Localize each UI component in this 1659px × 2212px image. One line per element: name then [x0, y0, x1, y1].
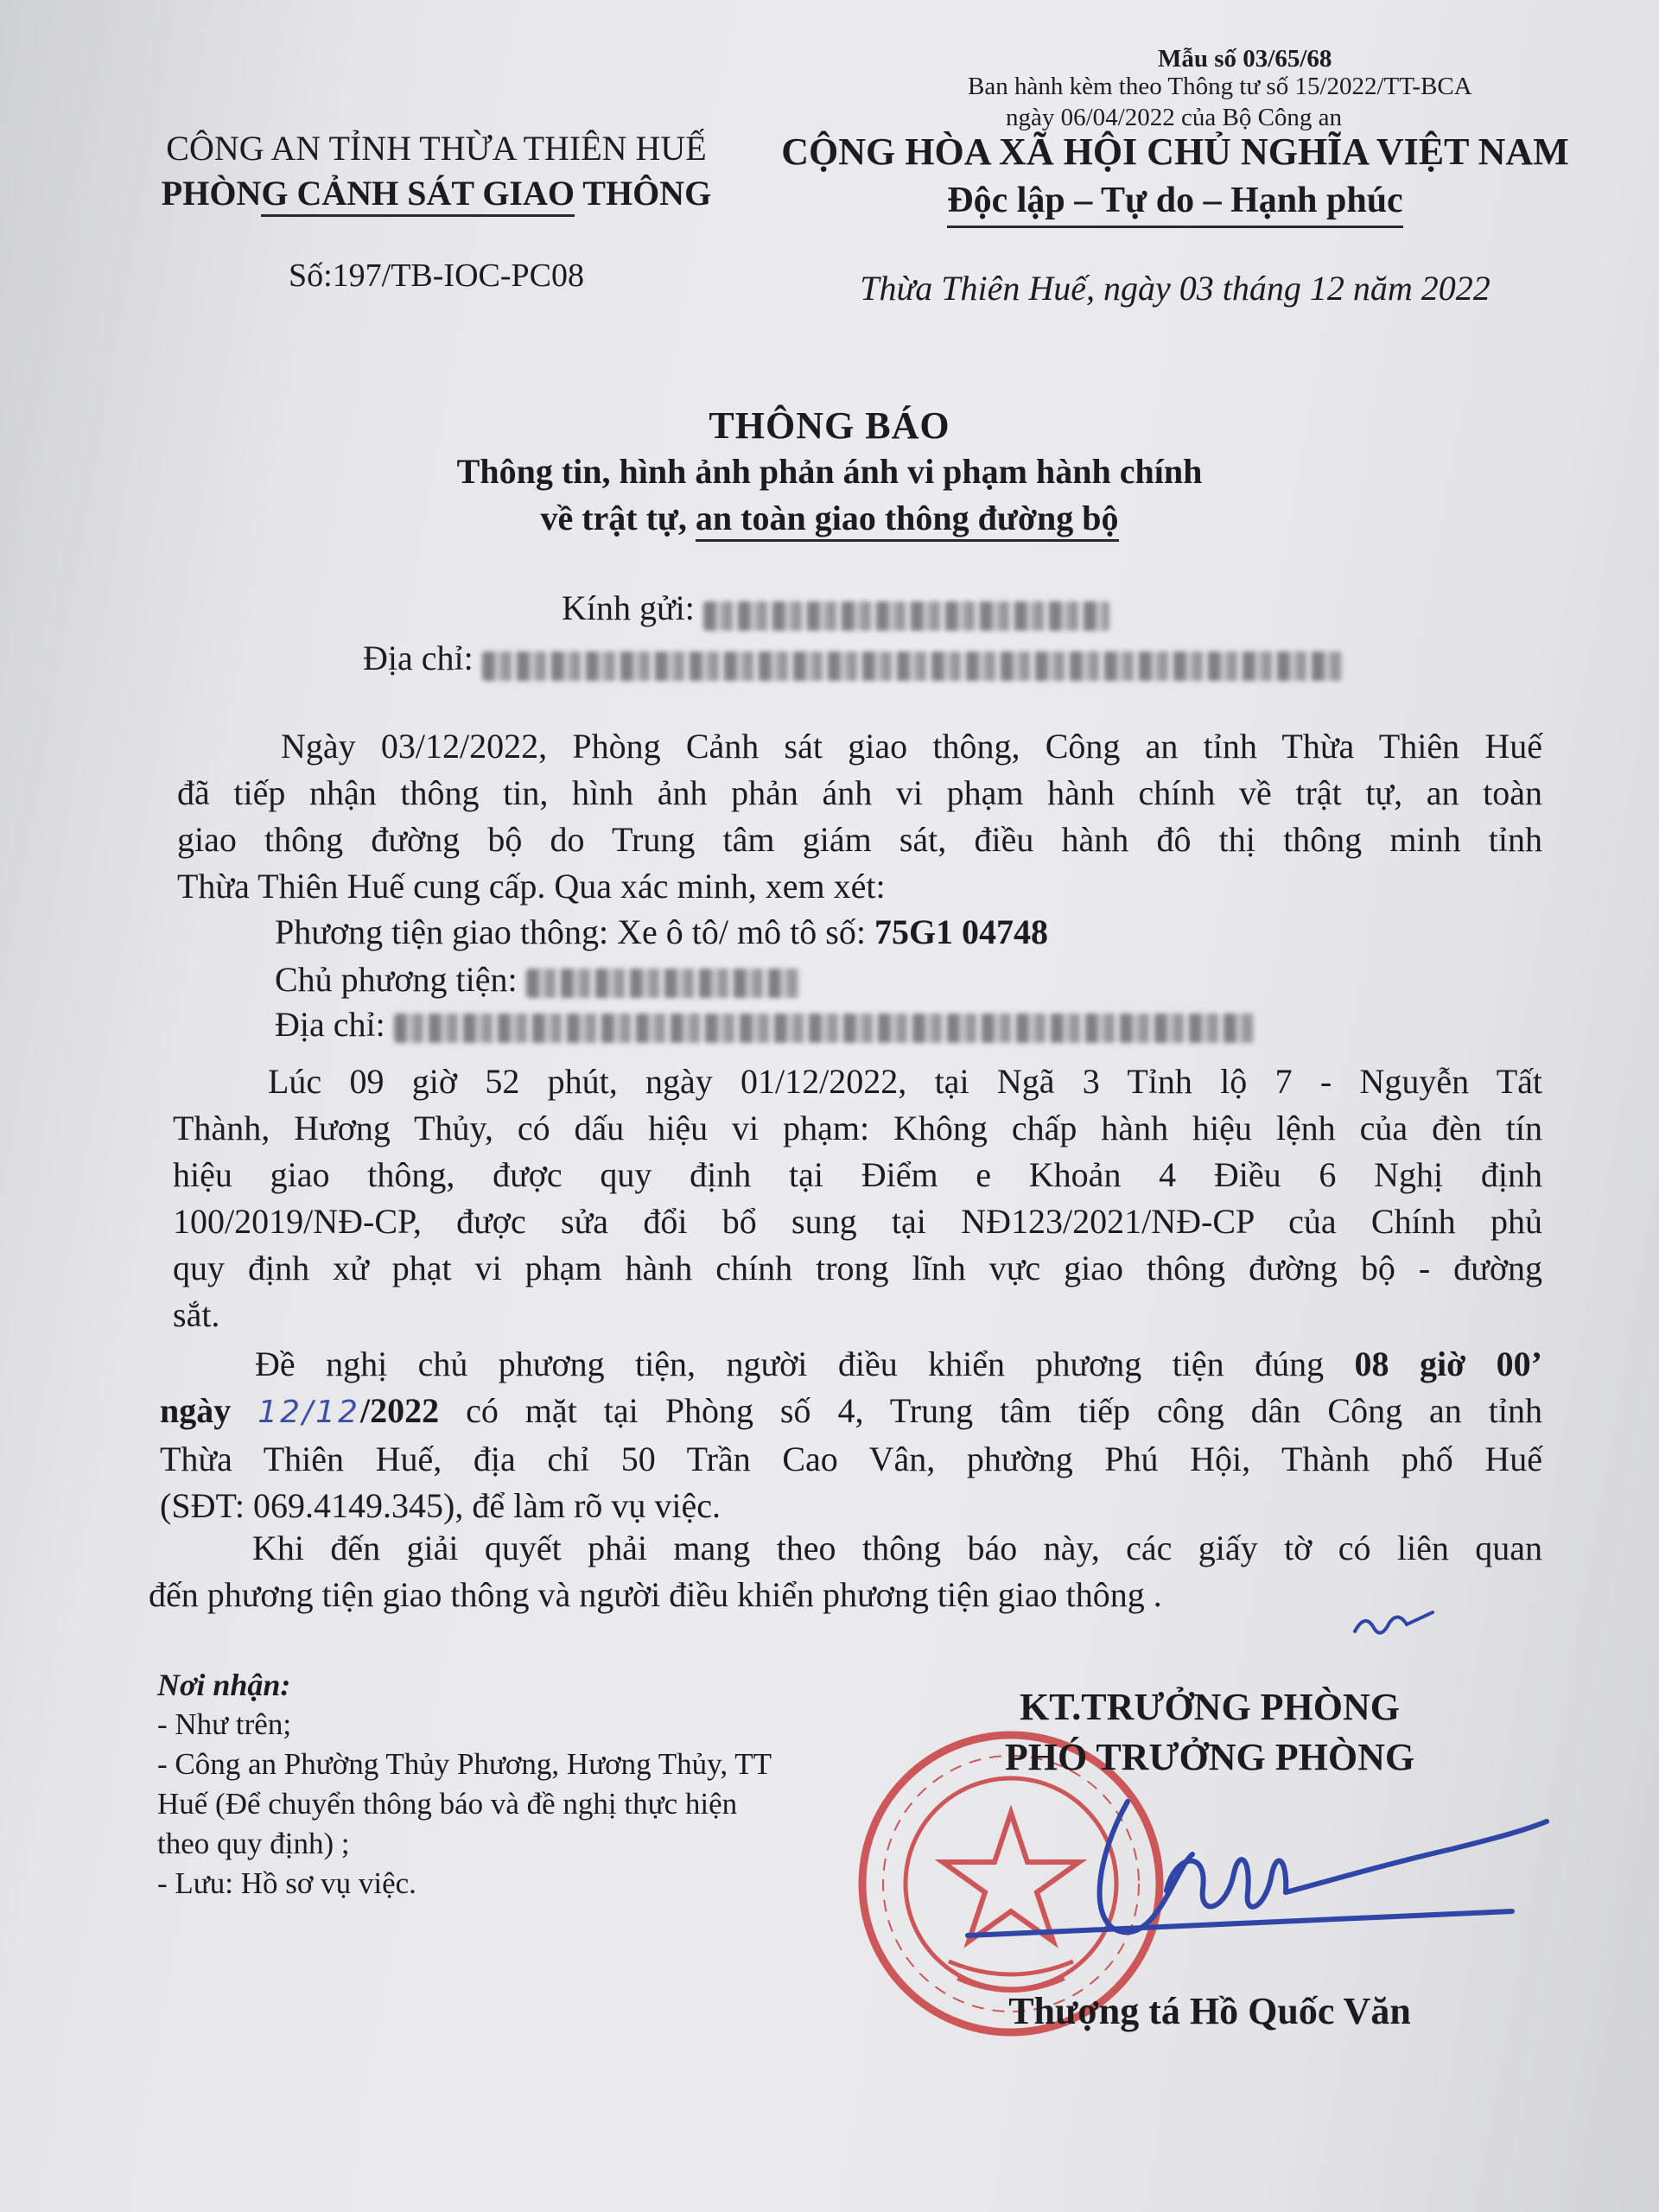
- paragraph-line: Thành, Hương Thủy, có dấu hiệu vi phạm: Không chấp hành hiệu lệnh của đèn tín: [173, 1109, 1542, 1147]
- signature-icon: [968, 1802, 1547, 1936]
- paragraph-line: Thừa Thiên Huế, địa chỉ 50 Trần Cao Vân, phường Phú Hội, Thành phố Huế: [160, 1440, 1542, 1478]
- summons-day-label: ngày: [160, 1391, 258, 1430]
- owner-address-label: Địa chỉ:: [275, 1005, 385, 1044]
- paragraph-line: đã tiếp nhận thông tin, hình ảnh phản ánh vi phạm hành chính về trật tự, an toàn: [177, 773, 1542, 812]
- paragraph-line: hiệu giao thông, được quy định tại Điểm e Khoản 4 Điều 6 Nghị định: [173, 1155, 1542, 1194]
- form-issuance-date-line: ngày 06/04/2022 của Bộ Công an: [1006, 104, 1343, 131]
- paragraph-line: 100/2019/NĐ-CP, được sửa đổi bổ sung tại NĐ123/2021/NĐ-CP của Chính phủ: [173, 1202, 1542, 1241]
- issue-date: Thừa Thiên Huế, ngày 03 tháng 12 năm 2022: [860, 269, 1491, 308]
- summons-text: Đề nghị chủ phương tiện, người điều khiển phương tiện đúng: [255, 1344, 1355, 1383]
- recipient-address-label: Địa chỉ:: [363, 639, 474, 677]
- recipient-label: Kính gửi:: [562, 588, 695, 627]
- recipient-item: - Lưu: Hồ sơ vụ việc.: [157, 1866, 416, 1900]
- form-number: Mẫu số 03/65/68: [1158, 45, 1332, 73]
- paragraph-line: (SĐT: 069.4149.345), để làm rõ vụ việc.: [160, 1486, 721, 1525]
- paragraph-line: Thừa Thiên Huế cung cấp. Qua xác minh, xem xét:: [177, 867, 886, 906]
- paragraph-line: quy định xử phạt vi phạm hành chính trong lĩnh vực giao thông đường bộ - đường: [173, 1249, 1542, 1287]
- recipient-item: - Như trên;: [157, 1707, 292, 1741]
- summons-time: 08 giờ 00’: [1354, 1344, 1542, 1383]
- vehicle-label: Phương tiện giao thông: Xe ô tô/ mô tô số:: [275, 912, 874, 951]
- issuing-unit-underlined: G CẢNH SÁT GIAO: [261, 174, 575, 217]
- paragraph-line: sắt.: [173, 1295, 220, 1334]
- paragraph-line: đến phương tiện giao thông và người điều khiển phương tiện giao thông .: [149, 1575, 1162, 1614]
- issuing-unit-prefix: PHÒN: [161, 174, 262, 213]
- paragraph-line: Lúc 09 giờ 52 phút, ngày 01/12/2022, tại Ngã 3 Tỉnh lộ 7 - Nguyễn Tất: [268, 1062, 1542, 1101]
- summons-location: có mặt tại Phòng số 4, Trung tâm tiếp công dân Công an tỉnh: [439, 1391, 1543, 1430]
- signature-title-line2: PHÓ TRƯỞNG PHÒNG: [1004, 1736, 1415, 1778]
- document-subtitle-line1: Thông tin, hình ảnh phản ánh vi phạm hành chính: [456, 452, 1203, 491]
- document-number: Số:197/TB-IOC-PC08: [288, 257, 585, 294]
- summons-year: /2022: [359, 1391, 440, 1430]
- paragraph-line: giao thông đường bộ do Trung tâm giám sát, điều hành đô thị thông minh tỉnh: [177, 820, 1542, 859]
- national-motto-text: Độc lập – Tự do – Hạnh phúc: [947, 181, 1402, 228]
- handwritten-date: 12/12: [257, 1395, 360, 1430]
- license-plate: 75G1 04748: [874, 912, 1049, 951]
- signer-name: Thượng tá Hồ Quốc Văn: [1008, 1990, 1411, 2032]
- initials-mark-icon: [1355, 1612, 1433, 1633]
- recipient-item: - Công an Phường Thủy Phương, Hương Thủy, TT Huế (Để chuyển thông báo và đề nghị thực hiện theo quy định) ;: [157, 1747, 772, 1860]
- subtitle-prefix: về trật tự,: [540, 499, 696, 537]
- owner-label: Chủ phương tiện:: [275, 960, 518, 999]
- paragraph-line: Khi đến giải quyết phải mang theo thông báo này, các giấy tờ có liên quan: [252, 1529, 1542, 1567]
- issuing-unit-suffix: THÔNG: [575, 174, 712, 213]
- recipients-heading: Nơi nhận:: [157, 1668, 291, 1702]
- form-issuance-line: Ban hành kèm theo Thông tư số 15/2022/TT-BCA: [968, 73, 1472, 100]
- subtitle-underlined: an toàn giao thông đường bộ: [696, 499, 1119, 542]
- official-seal-icon: [862, 1735, 1160, 2032]
- signature-title-line1: KT.TRƯỞNG PHÒNG: [1020, 1686, 1400, 1728]
- parent-agency: CÔNG AN TỈNH THỪA THIÊN HUẾ: [166, 129, 707, 168]
- nation-name: CỘNG HÒA XÃ HỘI CHỦ NGHĨA VIỆT NAM: [781, 130, 1569, 173]
- document-title: THÔNG BÁO: [709, 404, 950, 447]
- paragraph-line: Ngày 03/12/2022, Phòng Cảnh sát giao thông, Công an tỉnh Thừa Thiên Huế: [281, 727, 1542, 766]
